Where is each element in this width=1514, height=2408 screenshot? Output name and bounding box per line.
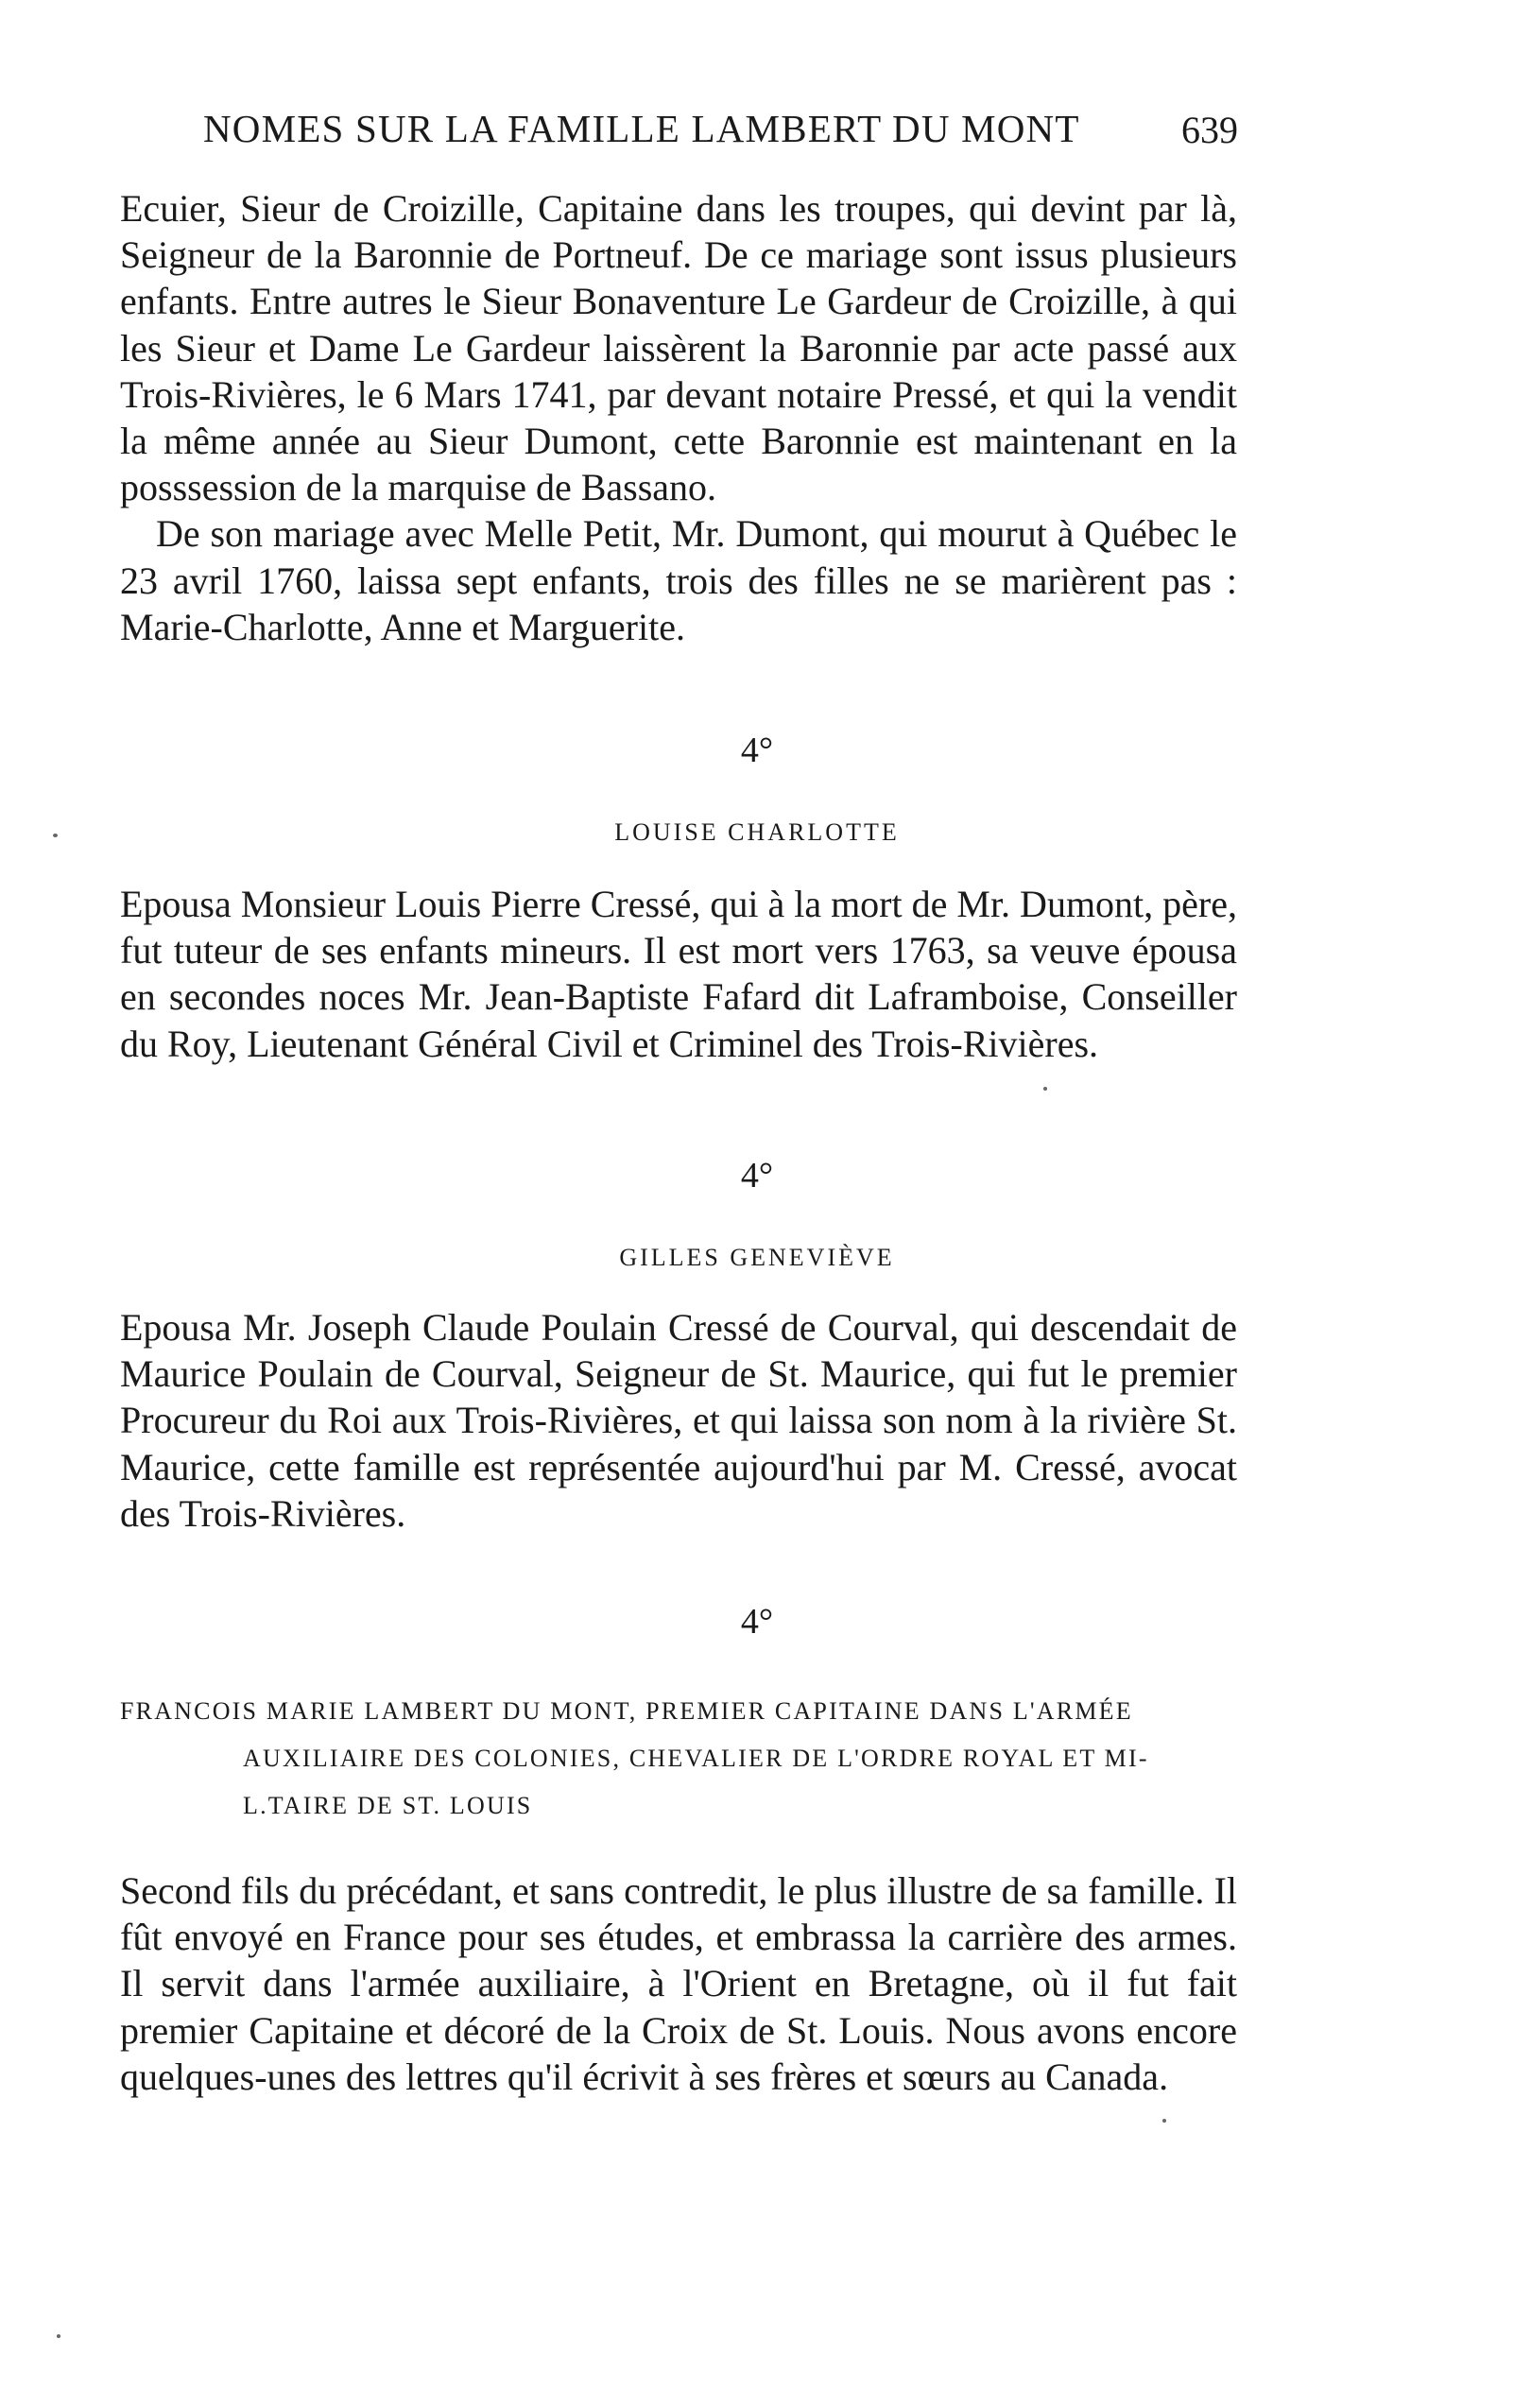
paragraph: Second fils du précédant, et sans contredit, le plus illustre de sa famille. Il fût envoyé en France pour ses études, et embrassa la carrière des armes. Il servit dans l'armée auxiliaire, à l'Orient en Bretagne, où il fut fait premier Capitaine et décoré de la Croix de St. Louis. Nous avons encore quelques-unes des lettres qu'il écrivit à ses frères et sœurs au Canada. <box>120 1869 1237 2098</box>
scan-speck <box>1162 2119 1166 2123</box>
paragraph: De son mariage avec Melle Petit, Mr. Dumont, qui mourut à Québec le 23 avril 1760, laissa sept enfants, trois des filles ne se marièrent pas : Marie-Charlotte, Anne et Marguerite. <box>120 512 1237 648</box>
scan-speck <box>1043 1087 1047 1091</box>
heading-line: L.TAIRE DE ST. LOUIS <box>243 1792 533 1819</box>
section-ordinal: 4° <box>740 731 774 770</box>
section-heading: LOUISE CHARLOTTE <box>614 818 900 846</box>
paragraph: Ecuier, Sieur de Croizille, Capitaine dans les troupes, qui devint par là, Seigneur de la Baronnie de Portneuf. De ce mariage sont issus plusieurs enfants. Entre autres le Sieur Bonaventure Le Gardeur de Croizille, à qui les Sieur et Dame Le Gardeur laissèrent la Baronnie par acte passé aux Trois-Rivières, le 6 Mars 1741, par devant notaire Pressé, et qui la vendit la même année au Sieur Dumont, cette Baronnie est maintenant en la posssession de la marquise de Bassano. <box>120 187 1237 509</box>
heading-line: AUXILIAIRE DES COLONIES, CHEVALIER DE L'ORDRE ROYAL ET MI- <box>243 1745 1149 1772</box>
section-body <box>120 881 1237 1067</box>
running-head <box>203 106 1238 163</box>
section-heading <box>120 1688 1249 1830</box>
section-ordinal: 4° <box>740 1602 774 1642</box>
section-body <box>120 1867 1237 2100</box>
continuation-text <box>120 185 1237 650</box>
section-heading: GILLES GENEVIÈVE <box>619 1244 895 1271</box>
section-ordinal: 4° <box>740 1156 774 1195</box>
paragraph: Epousa Monsieur Louis Pierre Cressé, qui à la mort de Mr. Dumont, père, fut tuteur de ses enfants mineurs. Il est mort vers 1763, sa veuve épousa en secondes noces Mr. Jean-Baptiste Fafard dit Laframboise, Conseiller du Roy, Lieutenant Général Civil et Criminel des Trois-Rivières. <box>120 883 1237 1065</box>
scan-speck <box>53 834 58 837</box>
heading-line: FRANCOIS MARIE LAMBERT DU MONT, PREMIER CAPITAINE DANS L'ARMÉE <box>120 1697 1133 1725</box>
scan-speck <box>57 2334 60 2338</box>
paragraph: Epousa Mr. Joseph Claude Poulain Cressé de Courval, qui descendait de Maurice Poulain de Courval, Seigneur de St. Maurice, qui fut le premier Procureur du Roi aux Trois-Rivières, et qui laissa son nom à la rivière St. Maurice, cette famille est représentée aujourd'hui par M. Cressé, avocat des Trois-Rivières. <box>120 1306 1237 1535</box>
section-body <box>120 1304 1237 1537</box>
running-title: NOMES SUR LA FAMILLE LAMBERT DU MONT <box>203 107 1080 150</box>
page-number: 639 <box>1181 109 1238 151</box>
